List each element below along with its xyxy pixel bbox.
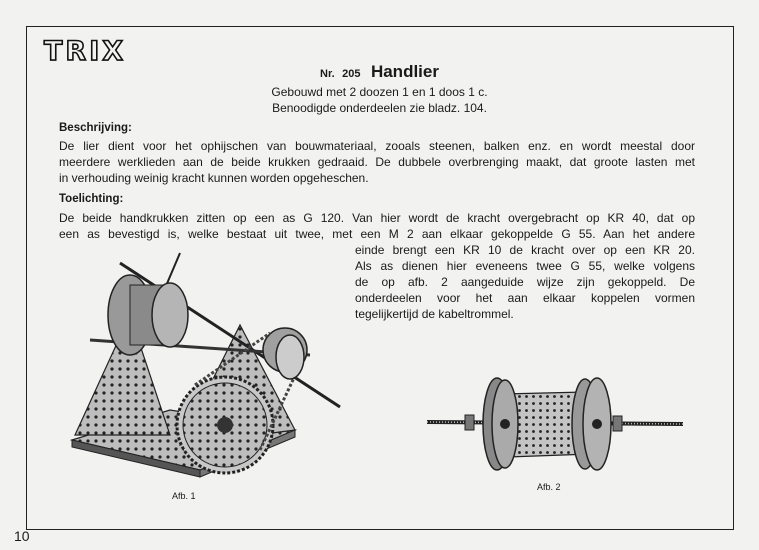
toelichting-line-4: Als as dienen hier eveneens twee G 55, welke volgens [355, 259, 695, 273]
toelichting-line-6: onderdeelen voor het aan elkaar koppelen vormen [355, 291, 695, 305]
winch-illustration [60, 245, 350, 505]
toelichting-line-7: tegelijkertijd de kabeltrommel. [355, 307, 514, 321]
page-title: Handlier [370, 62, 439, 81]
parts-reference: Benoodigde onderdeelen zie bladz. 104. [272, 101, 487, 115]
toelichting-line-1: De beide handkrukken zitten op een as G 120. Van hier wordt de kracht overgebracht op KR 40, dat op [59, 211, 695, 225]
beschrijving-line-2: meerdere werklieden aan de beide krukken gedraaid. De dubbele overbrenging maakt, dat groote lasten met [59, 155, 695, 169]
page-number: 10 [14, 528, 30, 544]
cable-drum-illustration [425, 372, 687, 477]
toelichting-line-3: einde brengt een KR 10 de kracht over op een KR 20. [355, 243, 695, 257]
build-info: Gebouwd met 2 doozen 1 en 1 doos 1 c. [271, 85, 488, 99]
figure-1-caption: Afb. 1 [172, 491, 196, 501]
title-line [0, 62, 759, 82]
nr-label: Nr. [320, 68, 335, 80]
trix-logo: TRIX [44, 36, 127, 67]
toelichting-heading: Toelichting: [59, 193, 124, 205]
beschrijving-heading: Beschrijving: [59, 122, 132, 134]
beschrijving-line-1: De lier dient voor het ophijschen van bouwmateriaal, zooals steenen, balken enz. en wordt meestal door [59, 139, 695, 153]
toelichting-line-2: een as bevestigd is, welke bestaat uit twee, met een M 2 aan elkaar gekoppelde G 55. Aan het andere [59, 227, 695, 241]
beschrijving-line-3: in verhouding weinig kracht kunnen worden opgeheschen. [59, 171, 369, 185]
figure-2-caption: Afb. 2 [537, 482, 561, 492]
toelichting-line-5: de op afb. 2 aangeduide wijze zijn gekoppeld. De [355, 275, 695, 289]
model-number: 205 [342, 68, 361, 80]
